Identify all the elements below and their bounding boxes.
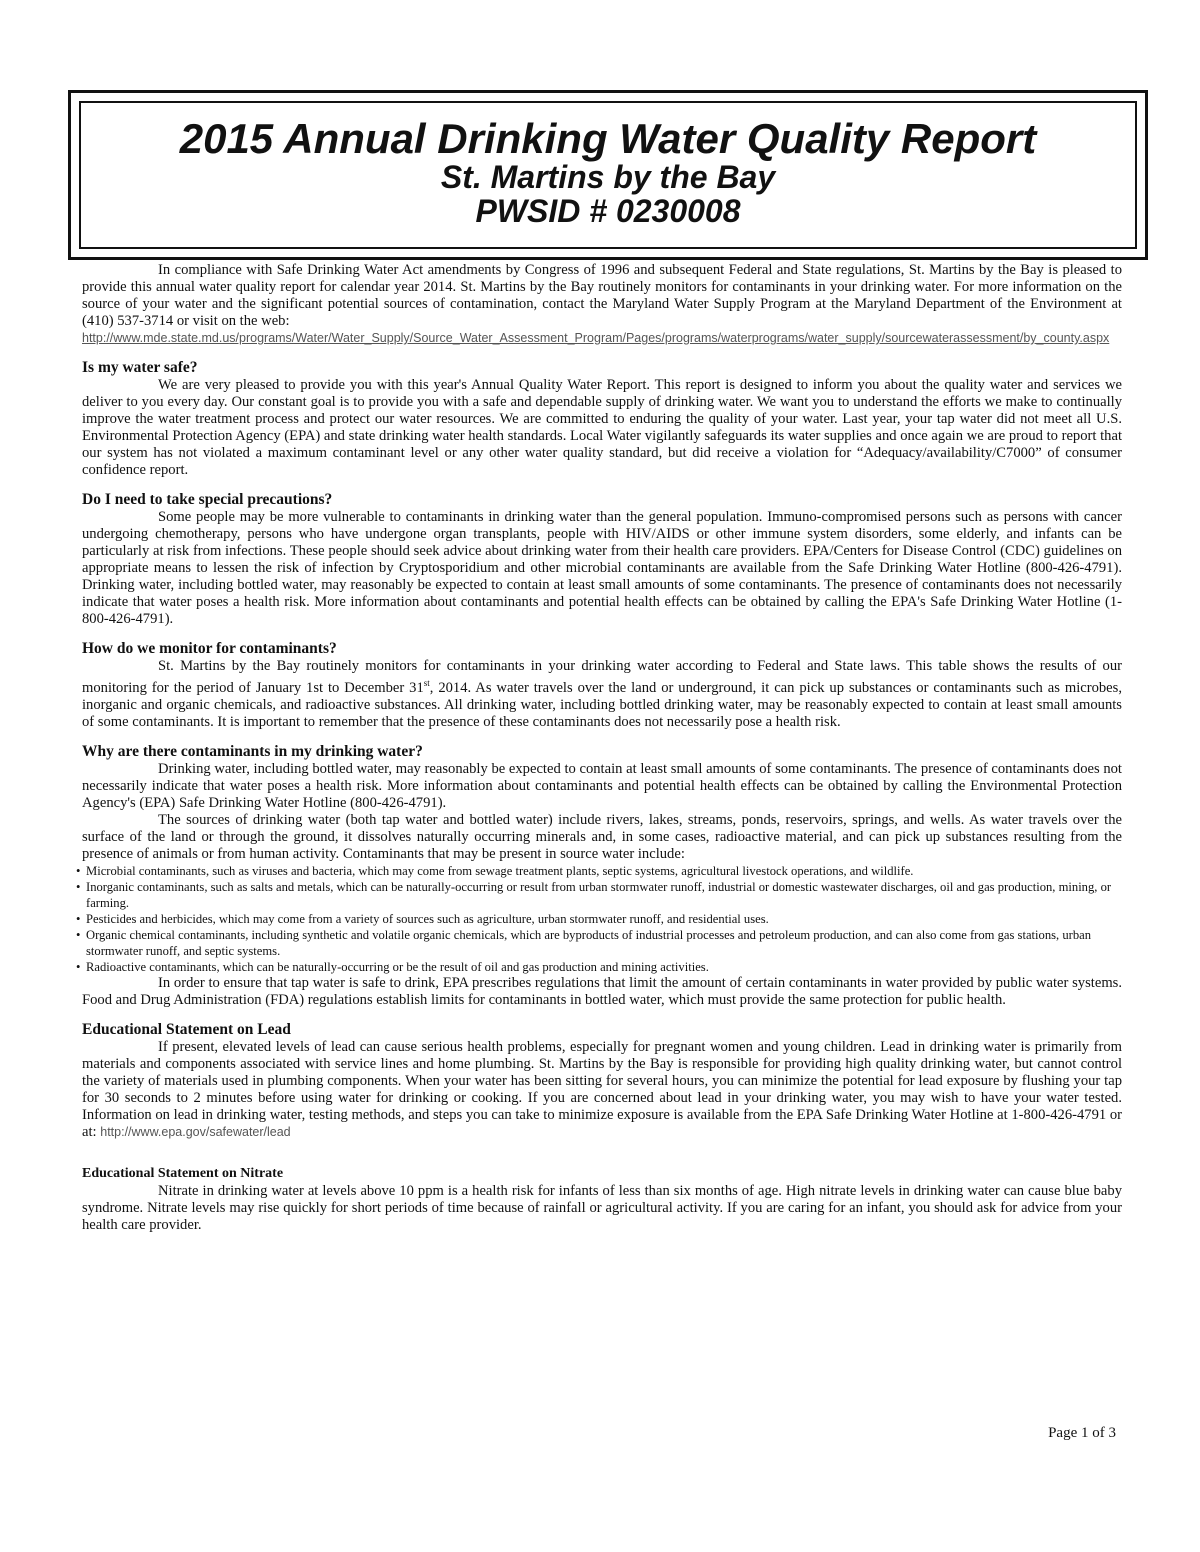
monitoring-text-start: St. Martins by the Bay routinely monitors for contaminants in your drinking water according to Federal and State laws. This table shows the results of our monitoring for the period of January 1st to December 31 <box>82 658 1122 696</box>
system-name: St. Martins by the Bay <box>440 159 776 196</box>
list-item: • Inorganic contaminants, such as salts and metals, which can be naturally-occurring or result from urban stormwater runoff, industrial or domestic wastewater discharges, oil and gas production, mining, or farming. <box>76 879 1122 911</box>
why-paragraph-1: Drinking water, including bottled water, may reasonably be expected to contain at least small amounts of some contaminants. The presence of contaminants does not necessarily indicate that water poses a health risk. More information about contaminants and potential health effects can be obtained by calling the Environmental Protection Agency's (EPA) Safe Drinking Water Hotline (800-426-4791). <box>82 760 1122 811</box>
contaminant-list <box>82 863 1122 975</box>
intro-paragraph: In compliance with Safe Drinking Water Act amendments by Congress of 1996 and subsequent Federal and State regulations, St. Martins by the Bay is pleased to provide this annual water quality report for calendar year 2014. St. Martins by the Bay routinely monitors for contaminants in your drinking water. For more information on the source of your water and the significant potential sources of contamination, contact the Maryland Water Supply Program at the Maryland Department of the Environment at (410) 537-3714 or visit on the web: <box>82 262 1122 329</box>
list-item: • Microbial contaminants, such as viruses and bacteria, which may come from sewage treatment plants, septic systems, agricultural livestock operations, and wildlife. <box>76 863 1122 879</box>
page-number: Page 1 of 3 <box>1048 1425 1116 1441</box>
heading-special-precautions: Do I need to take special precautions? <box>82 491 333 508</box>
lead-paragraph <box>82 1039 1122 1141</box>
why-paragraph-3: In order to ensure that tap water is safe to drink, EPA prescribes regulations that limit the amount of certain contaminants in water provided by public water systems. Food and Drug Administration (FDA) regulations establish limits for contaminants in bottled water, which must provide the same protection for public health. <box>82 974 1122 1008</box>
report-header <box>68 90 1148 260</box>
heading-is-water-safe: Is my water safe? <box>82 359 198 376</box>
lead-text: If present, elevated levels of lead can cause serious health problems, especially for pregnant women and young children. Lead in drinking water is primarily from materials and components associated with service lines and home plumbing. St. Martins by the Bay is responsible for providing high quality drinking water, but cannot control the variety of materials used in plumbing components. When your water has been sitting for several hours, you can minimize the potential for lead exposure by flushing your tap for 30 seconds to 2 minutes before using water for drinking or cooking. If you are concerned about lead in your drinking water, you may wish to have your water tested. Information on lead in drinking water, testing methods, and steps you can take to minimize exposure is available from the EPA Safe Drinking Water Hotline at 1-800-426-4791 or at: <box>82 1038 1122 1140</box>
monitoring-text-end: , 2014. As water travels over the land or underground, it can pick up substances or contaminants such as microbes, inorganic and organic chemicals, and radioactive substances. All drinking water, including bottled drinking water, may be reasonably expected to contain at least small amounts of some contaminants. It is important to remember that the presence of these contaminants does not necessarily pose a health risk. <box>82 679 1122 730</box>
report-header-inner <box>79 101 1137 249</box>
heading-nitrate-statement: Educational Statement on Nitrate <box>82 1165 284 1181</box>
monitoring-superscript: st <box>423 678 430 688</box>
list-item: • Pesticides and herbicides, which may come from a variety of sources such as agriculture, urban stormwater runoff, and residential uses. <box>76 911 1122 927</box>
epa-lead-link[interactable]: http://www.epa.gov/safewater/lead <box>100 1124 291 1139</box>
why-paragraph-2: The sources of drinking water (both tap water and bottled water) include rivers, lakes, streams, ponds, reservoirs, springs, and wells. As water travels over the surface of the land or through the ground, it dissolves naturally occurring minerals and, in some cases, radioactive material, and can pick up substances resulting from the presence of animals or from human activity. Contaminants that may be present in source water include: <box>82 811 1122 862</box>
mde-source-water-link[interactable]: http://www.mde.state.md.us/programs/Water/Water_Supply/Source_Water_Assessment_Program/Pages/programs/waterprograms/water_supply/sourcewaterassessment/by_county.aspx <box>82 331 1110 345</box>
heading-why-contaminants: Why are there contaminants in my drinking water? <box>82 742 423 760</box>
heading-lead-statement: Educational Statement on Lead <box>82 1020 291 1038</box>
list-item: • Organic chemical contaminants, including synthetic and volatile organic chemicals, which are byproducts of industrial processes and petroleum production, and can also come from gas stations, urban stormwater runoff, and septic systems. <box>76 927 1122 959</box>
monitoring-paragraph <box>82 658 1122 731</box>
water-safe-paragraph: We are very pleased to provide you with this year's Annual Quality Water Report. This report is designed to inform you about the quality water and services we deliver to you every day. Our constant goal is to provide you with a safe and dependable supply of drinking water. We want you to understand the efforts we make to continually improve the water treatment process and protect our water resources. We are committed to enduring the quality of your water. Last year, your tap water did not meet all U.S. Environmental Protection Agency (EPA) and state drinking water health standards. Local Water vigilantly safeguards its water supplies and once again we are proud to report that our system has not violated a maximum contaminant level or any other water quality standard, but did receive a violation for “Adequacy/availability/C7000” of consumer confidence report. <box>82 377 1122 478</box>
nitrate-paragraph: Nitrate in drinking water at levels above 10 ppm is a health risk for infants of less than six months of age. High nitrate levels in drinking water can cause blue baby syndrome. Nitrate levels may rise quickly for short periods of time because of rainfall or agricultural activity. If you are caring for an infant, you should ask for advice from your health care provider. <box>82 1182 1122 1233</box>
list-item: • Radioactive contaminants, which can be naturally-occurring or be the result of oil and gas production and mining activities. <box>76 959 1122 975</box>
heading-monitoring: How do we monitor for contaminants? <box>82 640 337 657</box>
report-title: 2015 Annual Drinking Water Quality Report <box>179 115 1037 162</box>
precautions-paragraph: Some people may be more vulnerable to contaminants in drinking water than the general population. Immuno-compromised persons such as persons with cancer undergoing chemotherapy, persons who have undergone organ transplants, people with HIV/AIDS or other immune system disorders, some elderly, and infants can be particularly at risk from infections. These people should seek advice about drinking water from their health care providers. EPA/Centers for Disease Control (CDC) guidelines on appropriate means to lessen the risk of infection by Cryptosporidium and other microbial contaminants are available from the Safe Drinking Water Hotline (800-426-4791). Drinking water, including bottled water, may reasonably be expected to contain at least small amounts of some contaminants. The presence of contaminants does not necessarily indicate that water poses a health risk. More information about contaminants and potential health effects can be obtained by calling the EPA's Safe Drinking Water Hotline (1-800-426-4791). <box>82 509 1122 627</box>
report-body <box>82 262 1122 1234</box>
pwsid: PWSID # 0230008 <box>475 192 741 229</box>
